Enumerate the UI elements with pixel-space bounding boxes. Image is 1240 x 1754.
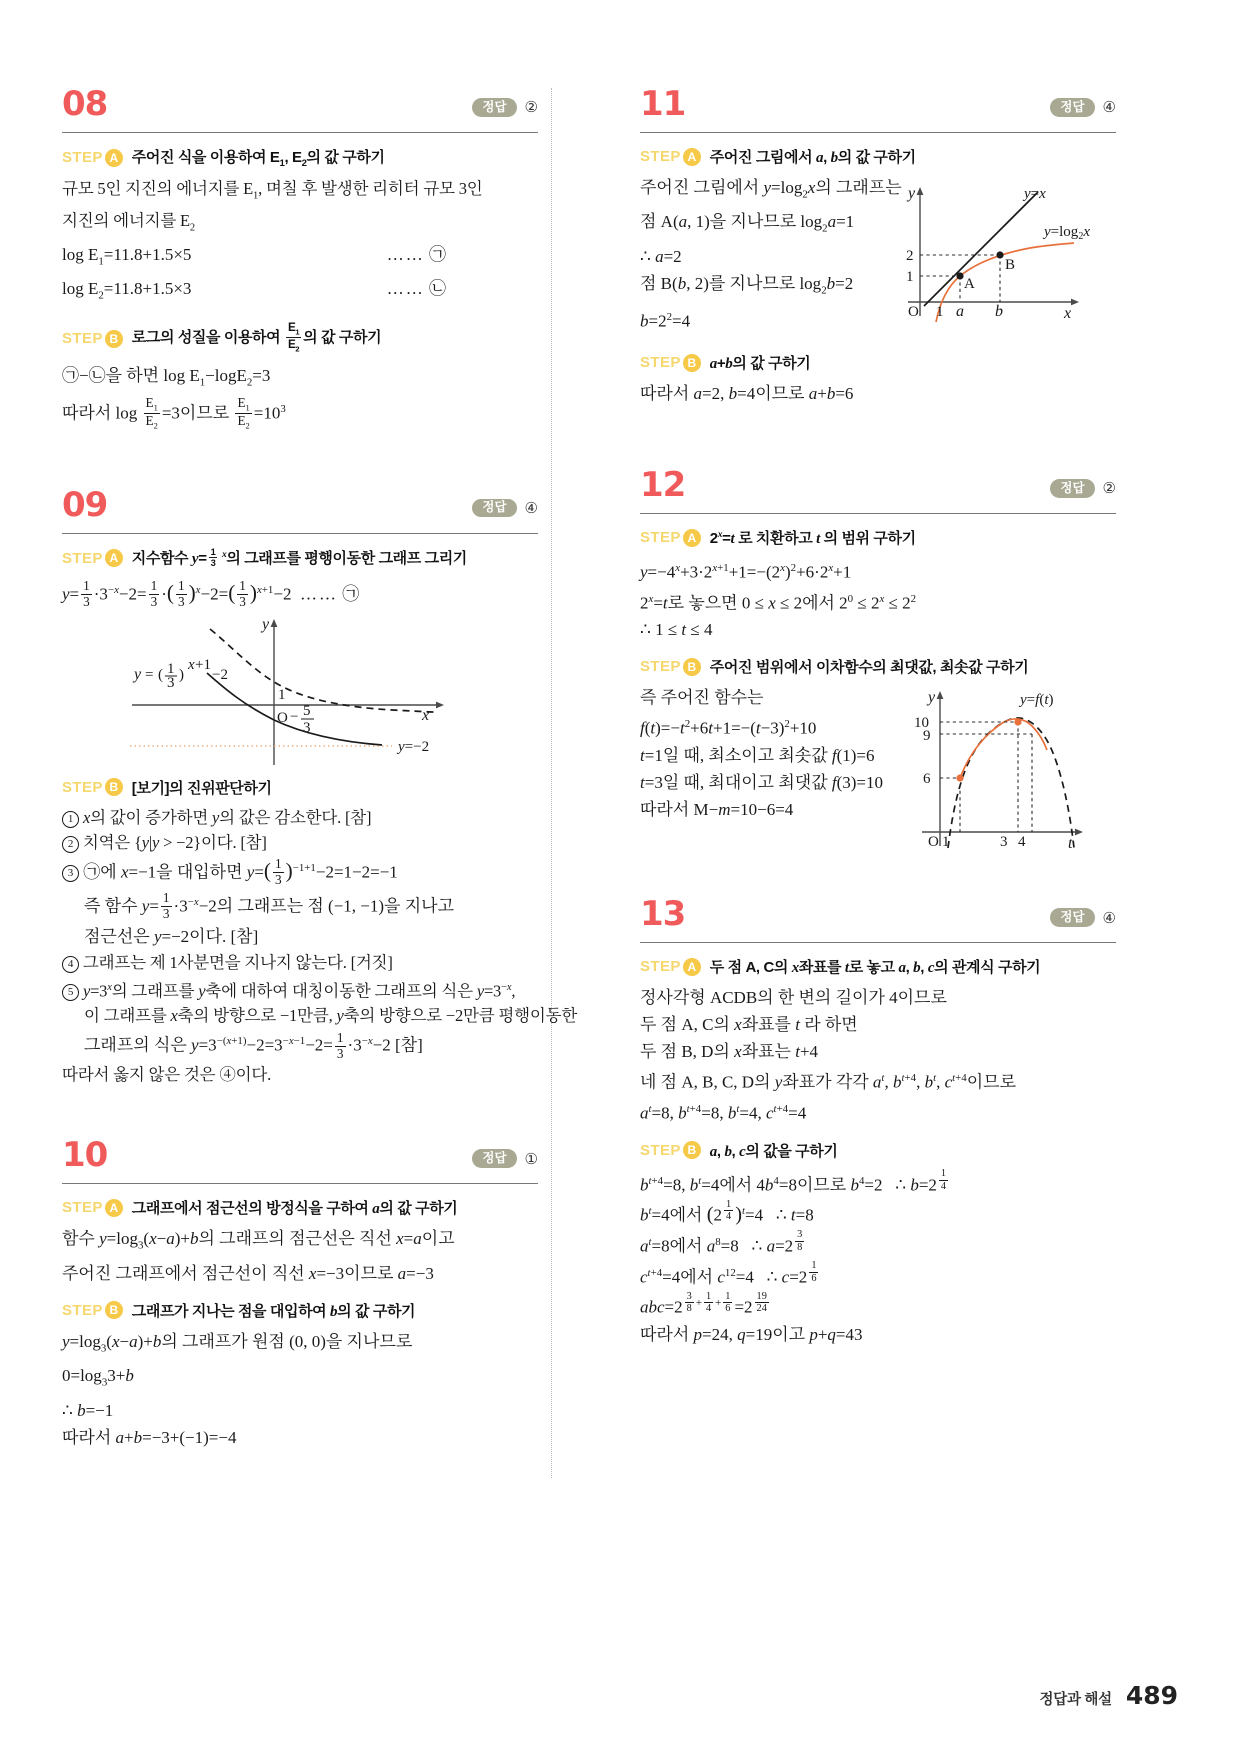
- step-word: STEP: [62, 778, 103, 796]
- tick-label-9: 9: [923, 728, 931, 745]
- step-letter: B: [683, 1141, 701, 1159]
- equation-row: [62, 275, 538, 309]
- step-title: 지수함수 y= $\frac{1}{3}$ $^x$의 그래프를 평행이동한 그래프 그리기: [131, 546, 467, 569]
- text-line: t=3일 때, 최대이고 최댓값 f(3)=10: [640, 772, 884, 792]
- text-line: 함수 $y=\log_3(x-a)+b$의 그래프의 점근선은 직선 x=a이고: [62, 1229, 455, 1252]
- equation: $c^{t+4}=4$에서 $c^{12}=4$ ∴ c=2 $^{\frac{1}{6}}$: [640, 1260, 817, 1287]
- answer-value: ①: [524, 1149, 538, 1168]
- problem-10: [62, 1135, 538, 1450]
- step-word: STEP: [62, 549, 103, 567]
- step-title: 두 점 A, C의 x좌표를 t로 놓고 a, b, c의 관계식 구하기: [709, 959, 1041, 977]
- tick-label-t4: 4: [1018, 834, 1026, 851]
- svg-text:−2: −2: [212, 666, 228, 683]
- left-column: [62, 84, 578, 1455]
- step-letter: A: [683, 529, 701, 547]
- step-title: 주어진 그림에서 a, b의 값 구하기: [709, 149, 916, 166]
- equation: ∴ 1 ≤ t ≤ 4: [640, 620, 713, 640]
- step-letter: B: [105, 1301, 123, 1319]
- tick-label-1x: 1: [936, 304, 944, 320]
- text-line: 즉 주어진 함수는: [640, 688, 764, 708]
- answer-group: [472, 1149, 538, 1168]
- answer-badge: 정답: [1050, 479, 1094, 498]
- equation: $f(t)=-t^2+6t+1=-(t-3)^2+10$: [640, 718, 817, 738]
- point-B-label: B: [1005, 257, 1016, 273]
- point-max: [1014, 719, 1021, 726]
- choice-item-cont: 그래프의 식은 $y=3^{-(x+1)}-2=3^{-x-1}-2=$ $\frac{1}{3}$ $\cdot 3^{-x}-2$ [참]: [84, 1029, 423, 1061]
- answer-badge: 정답: [472, 499, 516, 518]
- svg-text:5: 5: [303, 702, 311, 719]
- svg-text:+1: +1: [195, 656, 211, 673]
- conclusion: 따라서 M−m=10−6=4: [640, 799, 794, 819]
- problem-09-header: [62, 485, 538, 531]
- problem-number: 13: [640, 894, 686, 935]
- problem-13-header: [640, 894, 1116, 940]
- answer-badge: 정답: [1050, 98, 1094, 117]
- step-tag: [640, 148, 701, 166]
- choice-item-cont: 이 그래프를 x축의 방향으로 −1만큼, y축의 방향으로 −2만큼 평행이동한: [84, 1006, 578, 1026]
- point-A-label: A: [964, 276, 975, 292]
- tick-label-10: 10: [914, 715, 929, 732]
- origin-label: O: [277, 709, 288, 726]
- answer-badge: 정답: [472, 98, 516, 117]
- choice-item: 5 $y=3^x$의 그래프를 y축에 대하여 대칭이동한 그래프의 식은 $y=3^{-x}$,: [62, 975, 538, 1004]
- problem-number: 09: [62, 484, 108, 525]
- y-axis-label: y: [908, 185, 916, 202]
- choice-item: 2 치역은 {y|y > −2}이다. [참]: [62, 830, 538, 855]
- y-axis-arrow: [937, 691, 944, 699]
- origin-label: O: [928, 834, 939, 851]
- answer-value: ④: [524, 498, 538, 517]
- conclusion: 따라서 옳지 않은 것은 ④이다.: [62, 1065, 272, 1085]
- text-line: 정사각형 ACDB의 한 변의 길이가 4이므로: [640, 988, 947, 1008]
- step-tag: [640, 354, 701, 372]
- problem-11-header: [640, 84, 1116, 130]
- page-footer: [1040, 1681, 1178, 1710]
- figure-svg: [62, 615, 462, 775]
- problem-number: 08: [62, 84, 108, 124]
- text-line: 지진의 에너지를 $E_2$: [62, 211, 195, 234]
- equation: $b=2^2=4$: [640, 311, 691, 331]
- answer-group: [1050, 479, 1116, 498]
- step-word: STEP: [62, 330, 103, 348]
- text-line: t=1일 때, 최소이고 최솟값 f(1)=6: [640, 745, 875, 765]
- point-A-marker: [956, 272, 963, 279]
- step-a: [62, 1197, 538, 1218]
- text-line: 점 A(a, 1)을 지나므로 $\log_2a=1$: [640, 212, 855, 235]
- answer-group: [472, 499, 538, 518]
- step-letter: A: [105, 149, 123, 167]
- equation: y= $\frac{1}{3}$ $\cdot 3^{-x}-2=$ $\frac{1}{3}$ ·( $\frac{1}{3}$ )$^x$−2=( $\frac{1}{3}$ )$^{x+1}$−2 …… ㉠: [62, 577, 360, 609]
- tick-label-a: a: [956, 303, 964, 320]
- step-letter: A: [683, 148, 701, 166]
- y-axis-arrow: [271, 619, 278, 627]
- step-a: [62, 547, 538, 570]
- conclusion: 따라서 a=2, b=4이므로 a+b=6: [640, 384, 854, 403]
- parabola-highlight: [960, 719, 1047, 778]
- t-axis-label: t: [1068, 835, 1073, 853]
- text-line: $y=\log_3(x-a)+b$의 그래프가 원점 (0, 0)을 지나므로: [62, 1331, 413, 1355]
- answer-group: [1050, 98, 1116, 117]
- problem-08-header: [62, 84, 538, 130]
- choice-item: 4 그래프는 제 1사분면을 지나지 않는다. [거짓]: [62, 950, 538, 975]
- step-b: [640, 656, 1116, 677]
- y-axis-arrow: [917, 187, 924, 195]
- step-word: STEP: [640, 1141, 681, 1159]
- answer-value: ②: [1102, 479, 1116, 498]
- step-b-body: [640, 684, 1116, 864]
- step-title: 그래프에서 점근선의 방정식을 구하여 a의 값 구하기: [131, 1200, 458, 1218]
- step-b: [640, 1140, 1116, 1161]
- equation: ∴ b=−1: [62, 1400, 114, 1420]
- step-title: 그래프가 지나는 점을 대입하여 b의 값 구하기: [131, 1302, 416, 1320]
- answer-badge: 정답: [1050, 908, 1094, 927]
- svg-text:(: (: [158, 666, 163, 683]
- header-rule: [640, 513, 1116, 514]
- answer-group: [1050, 908, 1116, 927]
- step-a: [640, 527, 1116, 548]
- svg-text:x: x: [188, 656, 195, 673]
- choice-item-cont: 점근선은 y=−2이다. [참]: [84, 926, 259, 946]
- step-title: a+b의 값 구하기: [709, 355, 811, 372]
- tick-label-1y: 1: [906, 269, 914, 285]
- equation: $a^t=8$, $b^{t+4}=8$, $b^t=4$, $c^{t+4}=4$: [640, 1102, 807, 1123]
- step-title: 주어진 식을 이용하여 $E_1$, $E_2$의 값 구하기: [131, 149, 385, 169]
- step-word: STEP: [62, 1301, 103, 1319]
- text-line: 점 B(b, 2)를 지나므로 $\log_2b=2$: [640, 273, 854, 297]
- column-divider: [551, 88, 552, 1478]
- y-axis-label: y: [928, 689, 936, 707]
- step-b: [62, 322, 538, 354]
- choice-item: 1 x의 값이 증가하면 y의 값은 감소한다. [참]: [62, 805, 538, 830]
- equation: ∴ a=2: [640, 246, 682, 266]
- step-b: [62, 1300, 538, 1321]
- y-axis-label: y: [262, 615, 270, 633]
- equation: $0=\log_33+b$: [62, 1366, 134, 1389]
- svg-text:−: −: [290, 708, 299, 725]
- step-letter: B: [105, 330, 123, 348]
- equation: $\log E_1=11.8+1.5\times 5$: [62, 244, 192, 267]
- step-a: [640, 146, 1116, 167]
- step-tag: [62, 1199, 123, 1217]
- svg-text:1: 1: [167, 660, 175, 677]
- asymptote-label: y=−2: [398, 738, 430, 755]
- step-letter: A: [105, 549, 123, 567]
- figure-svg: [892, 680, 1112, 860]
- tick-label-t3: 3: [1000, 834, 1008, 851]
- t-axis-arrow: [1075, 829, 1083, 836]
- svg-text:y: y: [134, 665, 142, 683]
- step-tag: [640, 958, 701, 976]
- text-line: 따라서 log $\frac{E_1}{E_2}$ =3이므로 $\frac{E_1}{E_2}$ $=10^3$: [62, 395, 286, 432]
- figure-svg: [878, 176, 1108, 334]
- header-rule: [640, 132, 1116, 133]
- step-b: [640, 352, 1116, 373]
- page-number: 489: [1125, 1681, 1178, 1710]
- problem-10-header: [62, 1135, 538, 1181]
- curve-label: $y=\log_2x$: [1044, 224, 1090, 242]
- point-min: [956, 775, 963, 782]
- x-axis-arrow: [436, 701, 444, 708]
- text-line: 두 점 A, C의 x좌표를 t 라 하면: [640, 1015, 858, 1035]
- problem-number: 10: [62, 1135, 108, 1176]
- step-word: STEP: [640, 148, 681, 165]
- step-tag: [62, 149, 123, 167]
- answer-value: ④: [1102, 908, 1116, 927]
- problem-11: [640, 84, 1116, 407]
- header-rule: [62, 533, 538, 534]
- answer-badge: 정답: [472, 1149, 516, 1168]
- footer-label: 정답과 해설: [1039, 1692, 1112, 1708]
- curve-equation-label: [132, 657, 228, 691]
- tick-label-t1: 1: [942, 834, 950, 851]
- step-letter: B: [683, 658, 701, 676]
- step-tag: [62, 549, 123, 567]
- step-word: STEP: [640, 354, 681, 371]
- step-title: 로그의 성질을 이용하여 $\frac{E_1}{E_2}$ 의 값 구하기: [131, 321, 382, 354]
- step-tag: [640, 1141, 701, 1159]
- step-tag: [640, 658, 701, 676]
- step-a: [62, 146, 538, 169]
- equation: abc=2 $^{\frac{3}{8} + \frac{1}{4} + \frac{1}{6}}$ =2 $^{\frac{19}{24}}$: [640, 1290, 767, 1317]
- step-tag: [62, 1301, 123, 1319]
- equation: $b^{t+4}=8$, $b^t=4$에서 $4b^4=8$이므로 $b^4=2$ ∴ b=2 $^{\frac{1}{4}}$: [640, 1168, 947, 1195]
- conclusion: 따라서 a+b=−3+(−1)=−4: [62, 1427, 237, 1447]
- step-a: [640, 956, 1116, 977]
- step-title: $2^x=t$ 로 치환하고 t 의 범위 구하기: [709, 529, 916, 547]
- origin-label: O: [908, 304, 919, 320]
- line-label: y=x: [1024, 186, 1046, 202]
- svg-text:=: =: [145, 666, 154, 683]
- point-B-marker: [996, 251, 1003, 258]
- dashed-curve: [210, 629, 434, 712]
- problem-09: [62, 484, 578, 1088]
- step-word: STEP: [62, 1199, 103, 1217]
- curve-label: y=f(t): [1020, 692, 1054, 709]
- choice-item: 3 ㉠에 x=−1을 대입하면 y=( $\frac{1}{3}$ )$^{-1+1}$−2=1−2=−1: [62, 855, 538, 889]
- header-rule: [640, 942, 1116, 943]
- tick-label-b: b: [995, 303, 1003, 320]
- equation: $2^x=t$로 놓으면 0 ≤ x ≤ 2에서 $2^0 \le 2^x \le 2^2$: [640, 592, 917, 613]
- equation-tag: …… ㉠: [386, 244, 446, 264]
- problem-08: [62, 84, 538, 433]
- step-letter: B: [105, 778, 123, 796]
- equation-tag: …… ㉡: [386, 278, 446, 298]
- text-line: 규모 5인 지진의 에너지를 $E_1$, 며칠 후 발생한 리히터 규모 3인: [62, 179, 483, 202]
- answer-group: [472, 98, 538, 117]
- step-word: STEP: [640, 529, 681, 546]
- step-letter: A: [683, 958, 701, 976]
- problem-13: [640, 894, 1116, 1348]
- equation-row: [62, 241, 538, 275]
- x-axis-label: x: [1064, 305, 1072, 322]
- svg-text:): ): [179, 666, 184, 683]
- choice-item-cont: 즉 함수 y= $\frac{1}{3}$ $\cdot 3^{-x}-2$의 그래프는 점 (−1, −1)을 지나고: [84, 890, 454, 921]
- step-b: [62, 777, 538, 798]
- tick-label-2: 2: [906, 248, 914, 264]
- text-line: 네 점 A, B, C, D의 y좌표가 각각 $a^t$, $b^{t+4}$, $b^t$, $c^{t+4}$이므로: [640, 1072, 1017, 1092]
- header-rule: [62, 1183, 538, 1184]
- x-axis-arrow: [1071, 299, 1079, 306]
- step-a-body: [640, 174, 1116, 334]
- step-word: STEP: [62, 149, 103, 166]
- equation: $\log E_2=11.8+1.5\times 3$: [62, 278, 192, 302]
- tick-label-6: 6: [923, 771, 931, 788]
- figure-exponential-shift: [62, 615, 538, 775]
- step-letter: B: [683, 354, 701, 372]
- step-title: 주어진 범위에서 이차함수의 최댓값, 최솟값 구하기: [709, 659, 1029, 677]
- text-line: 주어진 그림에서 $y=\log_2x$의 그래프는: [640, 178, 902, 201]
- conclusion: 따라서 p=24, q=19이고 p+q=43: [640, 1324, 863, 1344]
- problem-number: 12: [640, 465, 686, 505]
- equation: $a^t=8$에서 $a^8=8$ ∴ a=2 $^{\frac{3}{8}}$: [640, 1229, 803, 1256]
- figure-log2: [878, 176, 1108, 334]
- step-tag: [640, 529, 701, 547]
- problem-12-header: [640, 465, 1116, 511]
- step-tag: [62, 778, 123, 796]
- header-rule: [62, 132, 538, 133]
- answer-value: ④: [1102, 98, 1116, 117]
- step-title: [보기]의 진위판단하기: [131, 779, 272, 797]
- svg-text:3: 3: [303, 719, 311, 736]
- step-letter: A: [105, 1199, 123, 1217]
- text-line: 두 점 B, D의 x좌표는 t+4: [640, 1042, 819, 1062]
- problem-number: 11: [640, 84, 686, 124]
- answer-value: ②: [524, 98, 538, 117]
- right-column: [640, 84, 1116, 1352]
- step-tag: [62, 330, 123, 348]
- step-word: STEP: [640, 658, 681, 676]
- equation: $y=-4^x+3\cdot 2^{x+1}+1=-(2^x)^2+6\cdot 2^x+1$: [640, 562, 852, 582]
- svg-text:3: 3: [167, 674, 175, 691]
- step-title: a, b, c의 값을 구하기: [709, 1142, 838, 1160]
- problem-12: [640, 465, 1116, 864]
- equation: $b^t=4$에서 (2 $^{\frac{1}{4}}$ )$^t$=4 ∴ t=8: [640, 1198, 814, 1226]
- tick-label-1: 1: [278, 686, 286, 703]
- figure-parabola: [892, 680, 1112, 860]
- text-line: 주어진 그래프에서 점근선이 직선 x=−3이므로 a=−3: [62, 1263, 434, 1283]
- text-line: ㉠−㉡을 하면 $\log E_1-\log E_2=3$: [62, 365, 271, 389]
- x-axis-label: x: [422, 706, 430, 724]
- step-word: STEP: [640, 958, 681, 976]
- parabola-dashed: [948, 718, 1074, 851]
